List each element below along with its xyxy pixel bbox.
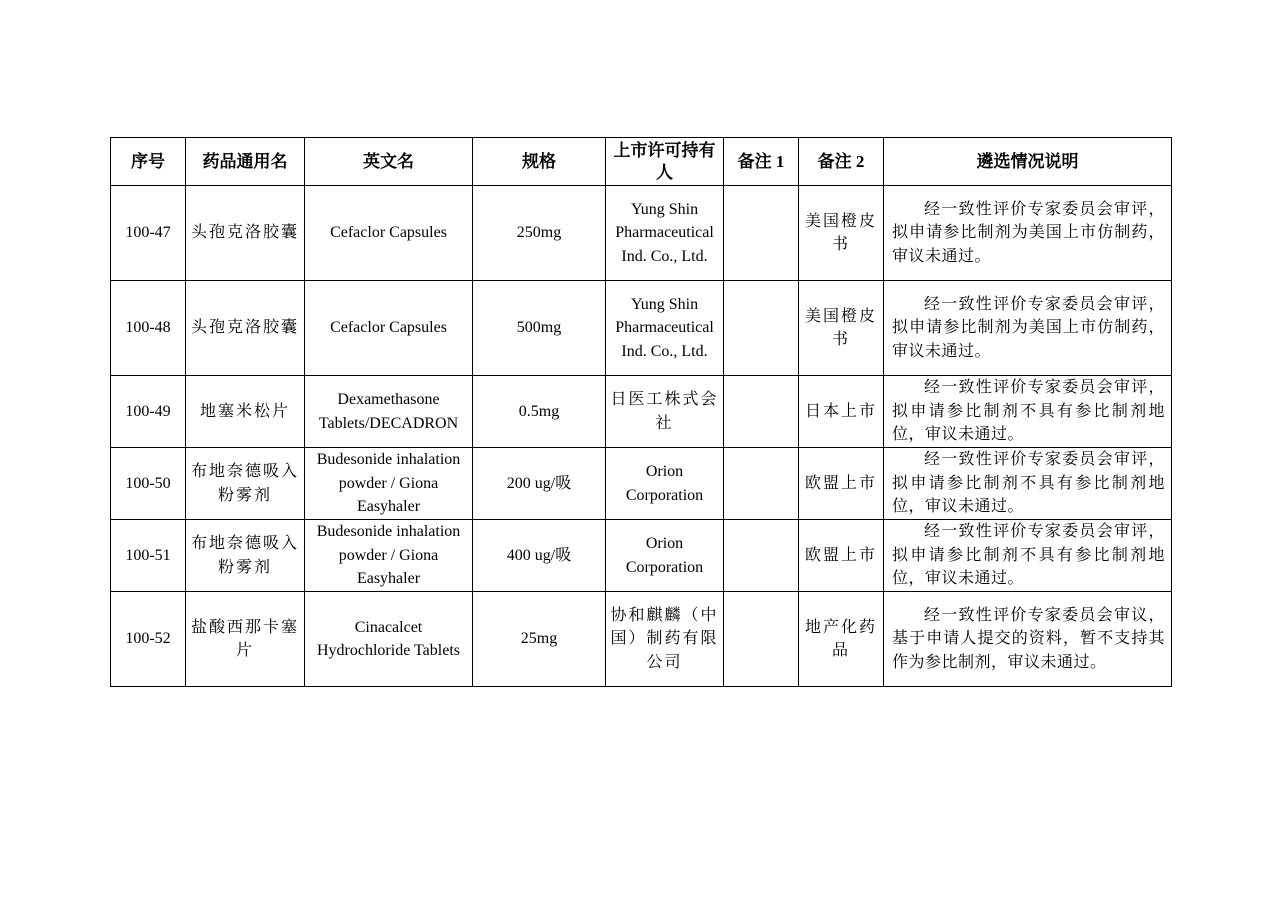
cell-description: 经一致性评价专家委员会审评，拟申请参比制剂不具有参比制剂地位，审议未通过。	[884, 520, 1172, 592]
header-no: 序号	[111, 138, 186, 186]
cell-holder: Orion Corporation	[606, 448, 724, 520]
cell-generic-name: 头孢克洛胶囊	[186, 281, 305, 376]
header-generic-name: 药品通用名	[186, 138, 305, 186]
header-english-name: 英文名	[305, 138, 473, 186]
cell-generic-name: 盐酸西那卡塞片	[186, 592, 305, 687]
cell-spec: 200 ug/吸	[473, 448, 606, 520]
header-spec: 规格	[473, 138, 606, 186]
cell-note2: 日本上市	[799, 376, 884, 448]
table-row	[111, 592, 1172, 687]
cell-english-name: Budesonide inhalation powder / Giona Easyhaler	[305, 520, 473, 592]
table-row	[111, 281, 1172, 376]
table-row	[111, 186, 1172, 281]
reference-drug-table	[110, 137, 1172, 687]
cell-generic-name: 地塞米松片	[186, 376, 305, 448]
cell-english-name: Cefaclor Capsules	[305, 186, 473, 281]
cell-note2: 欧盟上市	[799, 448, 884, 520]
cell-holder: 日医工株式会社	[606, 376, 724, 448]
cell-note2: 地产化药品	[799, 592, 884, 687]
cell-holder: Orion Corporation	[606, 520, 724, 592]
cell-no: 100-50	[111, 448, 186, 520]
table-row	[111, 520, 1172, 592]
cell-spec: 25mg	[473, 592, 606, 687]
cell-holder: Yung Shin Pharmaceutical Ind. Co., Ltd.	[606, 186, 724, 281]
cell-english-name: Cinacalcet Hydrochloride Tablets	[305, 592, 473, 687]
header-note2: 备注 2	[799, 138, 884, 186]
cell-no: 100-48	[111, 281, 186, 376]
cell-no: 100-52	[111, 592, 186, 687]
cell-generic-name: 布地奈德吸入粉雾剂	[186, 448, 305, 520]
cell-spec: 400 ug/吸	[473, 520, 606, 592]
cell-english-name: Cefaclor Capsules	[305, 281, 473, 376]
cell-no: 100-51	[111, 520, 186, 592]
table-row	[111, 376, 1172, 448]
table-row	[111, 448, 1172, 520]
cell-holder: 协和麒麟（中国）制药有限公司	[606, 592, 724, 687]
cell-note1	[724, 520, 799, 592]
cell-holder: Yung Shin Pharmaceutical Ind. Co., Ltd.	[606, 281, 724, 376]
cell-note2: 美国橙皮书	[799, 186, 884, 281]
cell-generic-name: 布地奈德吸入粉雾剂	[186, 520, 305, 592]
cell-description: 经一致性评价专家委员会审评，拟申请参比制剂不具有参比制剂地位，审议未通过。	[884, 448, 1172, 520]
cell-description: 经一致性评价专家委员会审议，基于申请人提交的资料，暂不支持其作为参比制剂，审议未通过。	[884, 592, 1172, 687]
cell-note2: 欧盟上市	[799, 520, 884, 592]
cell-no: 100-49	[111, 376, 186, 448]
cell-spec: 250mg	[473, 186, 606, 281]
header-description: 遴选情况说明	[884, 138, 1172, 186]
cell-note1	[724, 376, 799, 448]
cell-note1	[724, 186, 799, 281]
header-note1: 备注 1	[724, 138, 799, 186]
header-holder: 上市许可持有人	[606, 138, 724, 186]
cell-note2: 美国橙皮书	[799, 281, 884, 376]
cell-english-name: Dexamethasone Tablets/DECADRON	[305, 376, 473, 448]
cell-english-name: Budesonide inhalation powder / Giona Easyhaler	[305, 448, 473, 520]
cell-note1	[724, 448, 799, 520]
cell-spec: 0.5mg	[473, 376, 606, 448]
cell-description: 经一致性评价专家委员会审评，拟申请参比制剂不具有参比制剂地位，审议未通过。	[884, 376, 1172, 448]
cell-generic-name: 头孢克洛胶囊	[186, 186, 305, 281]
cell-note1	[724, 592, 799, 687]
cell-description: 经一致性评价专家委员会审评，拟申请参比制剂为美国上市仿制药，审议未通过。	[884, 186, 1172, 281]
cell-note1	[724, 281, 799, 376]
cell-spec: 500mg	[473, 281, 606, 376]
cell-no: 100-47	[111, 186, 186, 281]
table-header-row	[111, 138, 1172, 186]
cell-description: 经一致性评价专家委员会审评，拟申请参比制剂为美国上市仿制药，审议未通过。	[884, 281, 1172, 376]
